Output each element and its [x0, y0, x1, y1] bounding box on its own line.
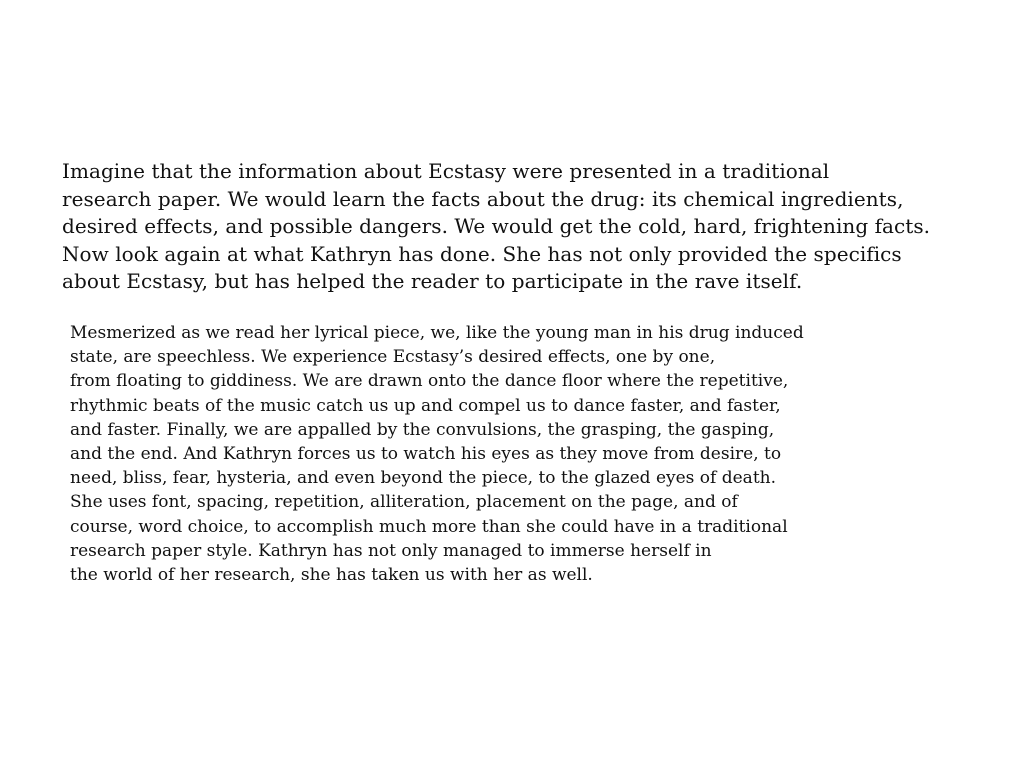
paragraph-intro	[62, 158, 1012, 296]
text-line: research paper style. Kathryn has not only managed to immerse herself in	[70, 540, 712, 561]
text-line: state, are speechless. We experience Ecstasy’s desired effects, one by one,	[70, 347, 716, 368]
text-line: Now look again at what Kathryn has done. She has not only provided the specifics	[62, 241, 902, 266]
paragraph-analysis	[70, 321, 970, 587]
text-line: She uses font, spacing, repetition, alliteration, placement on the page, and of	[70, 492, 738, 513]
text-line: Imagine that the information about Ecstasy were presented in a traditional	[62, 159, 830, 183]
text-line: and the end. And Kathryn forces us to watch his eyes as they move from desire, to	[70, 444, 782, 465]
text-line: and faster. Finally, we are appalled by the convulsions, the grasping, the gasping,	[70, 419, 775, 440]
text-line: the world of her research, she has taken us with her as well.	[70, 565, 593, 586]
text-line: course, word choice, to accomplish much more than she could have in a traditional	[70, 516, 788, 537]
text-line: Mesmerized as we read her lyrical piece, we, like the young man in his drug induced	[70, 323, 804, 343]
text-line: desired effects, and possible dangers. We would get the cold, hard, frightening facts.	[62, 214, 931, 238]
text-line: rhythmic beats of the music catch us up and compel us to dance faster, and faster,	[70, 395, 781, 416]
text-line: research paper. We would learn the facts about the drug: its chemical ingredients,	[62, 186, 904, 211]
text-line: need, bliss, fear, hysteria, and even beyond the piece, to the glazed eyes of death.	[70, 468, 776, 489]
text-line: about Ecstasy, but has helped the reader to participate in the rave itself.	[62, 269, 803, 293]
text-line: from floating to giddiness. We are drawn onto the dance floor where the repetitive,	[70, 371, 789, 392]
